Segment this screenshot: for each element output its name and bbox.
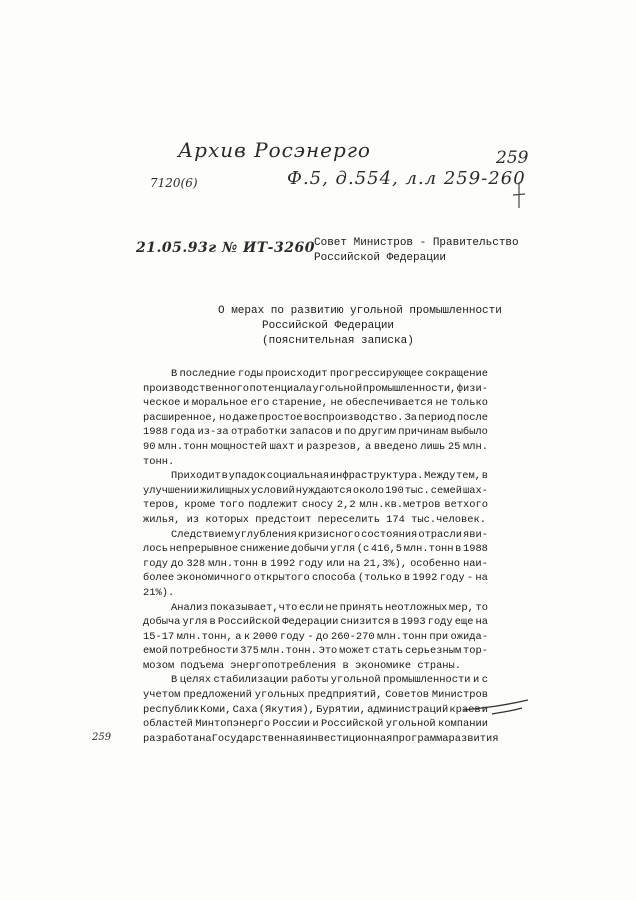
folio-number: 259	[496, 148, 529, 168]
body-line: областей Минтопэнерго России и Российской угольной компании	[143, 718, 488, 731]
body-line: мозом подъема энергопотребления в экономике страны.	[143, 659, 462, 672]
body-line: 15-17 млн.тонн, а к 2000 году - до 260-270 млн.тонн при ожида-	[143, 630, 488, 643]
body-line: 21%).	[143, 586, 175, 599]
body-line: году до 328 млн.тонн в 1992 году или на 21,3%), особенно наи-	[143, 557, 488, 570]
body-line: учетом предложений угольных предприятий, Советов Министров	[143, 689, 488, 702]
document-title	[218, 304, 502, 349]
body-line: жилья, из которых предстоит переселить 174 тыс.человек.	[143, 513, 486, 526]
body-line: разработана Государственная инвестиционная программа развития	[143, 732, 499, 745]
body-line: республик Коми, Саха (Якутия), Бурятии, администраций краев и	[143, 703, 488, 716]
archive-stamp-handwritten: Архив Росэнерго	[178, 138, 371, 162]
addressee-line-1: Совет Министров - Правительство	[314, 237, 519, 249]
pen-underline-mark	[462, 696, 532, 726]
body-line: более экономичного открытого способа (только в 1992 году - на	[143, 572, 488, 585]
addressee-line-2: Российской Федерации	[314, 252, 447, 264]
body-line: В последние годы происходит прогрессирующее сокращение	[171, 368, 488, 380]
addressee-block	[314, 236, 519, 266]
body-line: В целях стабилизации работы угольной промышленности и с	[171, 674, 488, 687]
body-line: тонн.	[143, 455, 175, 468]
pen-cross-mark	[512, 180, 526, 210]
body-line: лось непрерывное снижение добычи угля (с 416,5 млн.тонн в 1988	[143, 543, 488, 556]
outgoing-date-number: 21.05.93г № ИТ-3260	[136, 240, 315, 256]
body-line: 90 млн.тонн мощностей шахт и разрезов, а введено лишь 25 млн.	[143, 440, 488, 453]
body-line: улучшении жилищных условий нуждаются около 190 тыс. семей шах-	[143, 484, 488, 497]
body-line: Следствием углубления кризисного состояния отрасли яви-	[171, 528, 488, 541]
body-line: Анализ показывает,что если не принять неотложных мер, то	[171, 601, 488, 614]
archive-reference-handwritten: Ф.5, д.554, л.л 259-260	[287, 168, 526, 189]
body-line: добыча угля в Российской Федерации снизится в 1993 году еще на	[143, 616, 488, 629]
body-line: расширенное, но даже простое воспроизводство. За период после	[143, 411, 488, 424]
margin-page-mark: 259	[92, 732, 112, 743]
title-line-2: Российской Федерации	[262, 320, 395, 332]
body-line: Приходит в упадок социальная инфраструктура. Между тем, в	[171, 470, 488, 483]
body-line: теров, кроме того подлежит сносу 2,2 млн.кв.метров ветхого	[143, 499, 488, 512]
title-line-3: (пояснительная записка)	[262, 335, 414, 347]
body-line: емой потребности 375 млн.тонн. Это может стать серьезным тор-	[143, 645, 488, 658]
registration-number: 7120(6)	[150, 176, 198, 190]
body-line: 1988 года из-за отработки запасов и по другим причинам выбыло	[143, 426, 488, 439]
body-line: ческое и моральное его старение, не обеспечивается не только	[143, 397, 488, 410]
body-line: производственного потенциала угольной промышленности, физи-	[143, 382, 488, 395]
title-line-1: О мерах по развитию угольной промышленности	[218, 305, 502, 317]
document-body	[143, 367, 499, 746]
